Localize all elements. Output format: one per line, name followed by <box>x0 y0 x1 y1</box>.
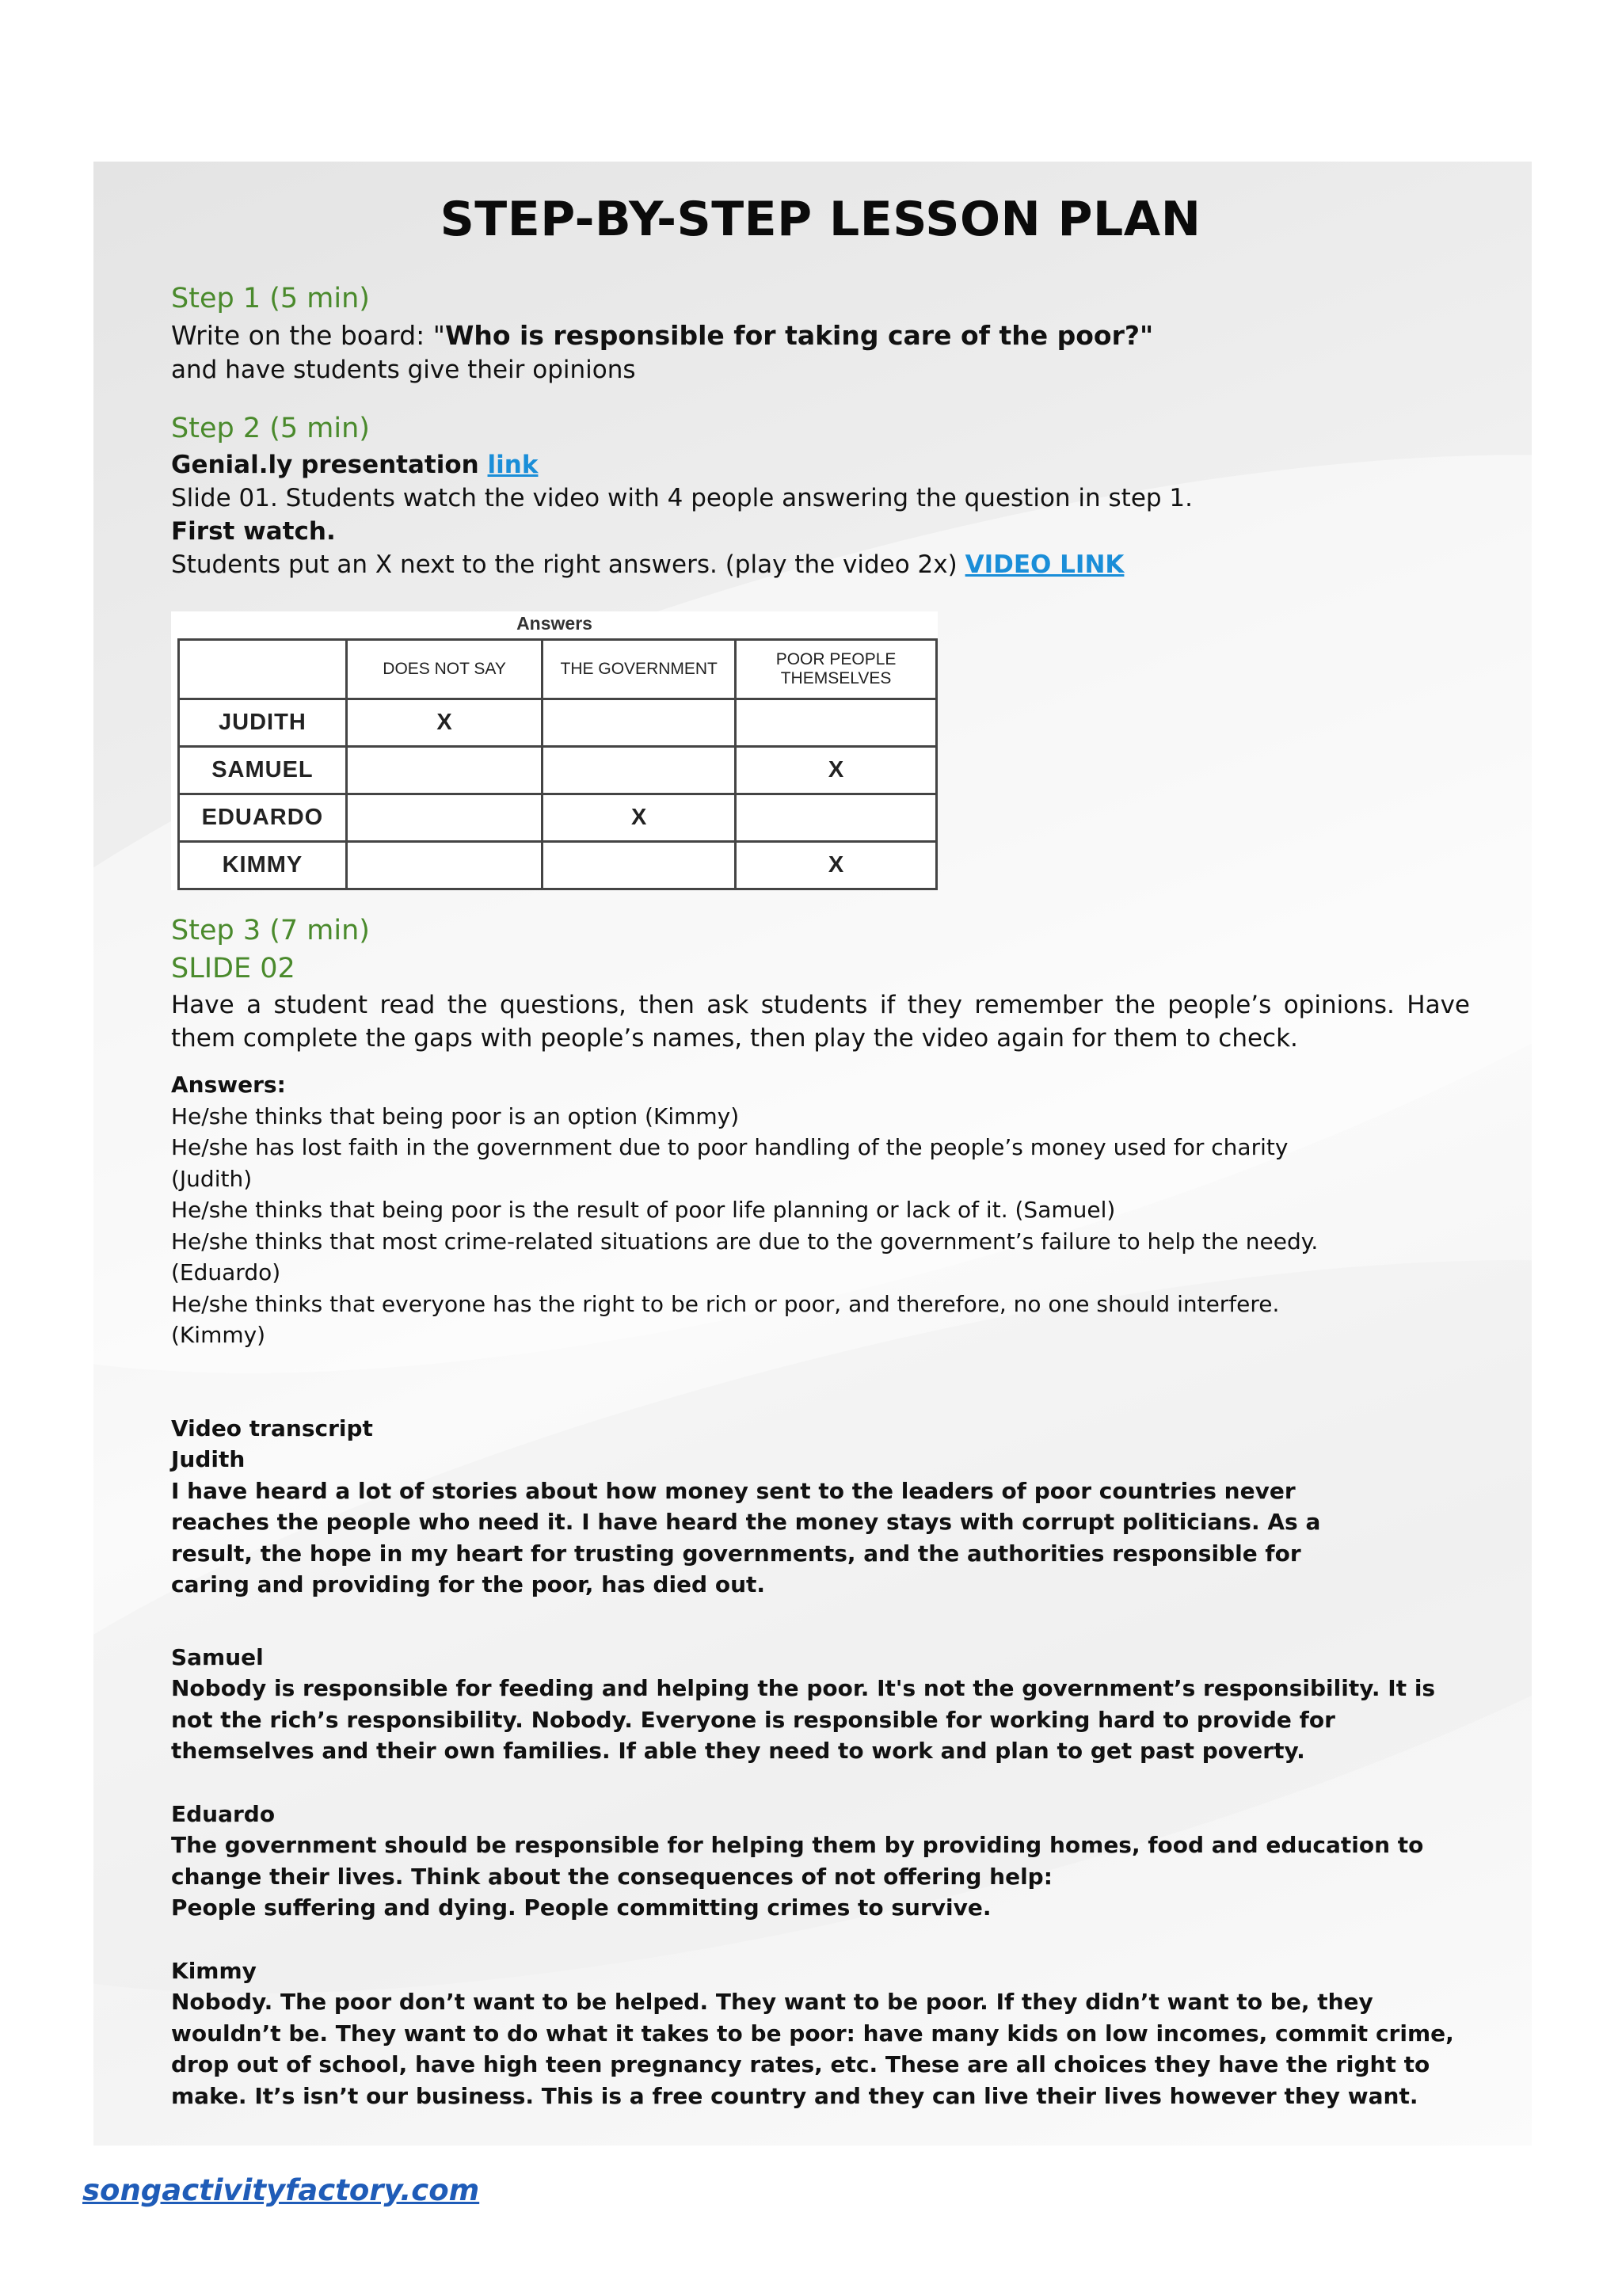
answer-cell: X <box>346 699 543 747</box>
answer-cell <box>543 842 736 889</box>
list-item: He/she thinks that everyone has the right to be rich or poor, and therefore, no one should interfere. (Kimmy) <box>171 1290 1280 1348</box>
site-link[interactable]: songactivityfactory.com <box>82 2173 480 2207</box>
table-row <box>179 747 937 794</box>
answer-cell <box>346 842 543 889</box>
table-row <box>179 794 937 842</box>
answer-cell: X <box>736 747 937 794</box>
speaker-text: Nobody is responsible for feeding and helping the poor. It's not the government’s responsibility. It is not the rich’s responsibility. Nobody. Everyone is responsible for working hard to provide for themselves and their own families. If able they need to work and plan to get past poverty. <box>171 1675 1436 1764</box>
step-2-section <box>171 409 1470 890</box>
answer-cell <box>736 794 937 842</box>
answers-col-header: DOES NOT SAY <box>346 640 543 699</box>
answer-cell <box>736 699 937 747</box>
list-item: He/she thinks that being poor is the result of poor life planning or lack of it. (Samuel) <box>171 1197 1116 1223</box>
transcript-eduardo <box>171 1799 1470 1924</box>
answers-header-row <box>179 640 937 699</box>
step-2-instruction-line <box>171 548 1470 581</box>
video-transcript-section <box>171 1413 1470 2112</box>
row-name: EDUARDO <box>179 794 347 842</box>
row-name: KIMMY <box>179 842 347 889</box>
video-link[interactable]: VIDEO LINK <box>965 550 1125 579</box>
answer-cell <box>543 699 736 747</box>
spacer <box>171 1767 1470 1799</box>
answer-cell <box>543 747 736 794</box>
list-item: He/she has lost faith in the government due to poor handling of the people’s money used for charity (Judith) <box>171 1134 1289 1192</box>
row-name: SAMUEL <box>179 747 347 794</box>
step-3-answers <box>171 1069 1470 1351</box>
slide-02-heading: SLIDE 02 <box>171 953 295 984</box>
slide-01-line: Slide 01. Students watch the video with 4 people answering the question in step 1. <box>171 484 1194 512</box>
speaker-text: The government should be responsible for helping them by providing homes, food and education to change their lives. Think about the consequences of not offering help: <box>171 1832 1424 1890</box>
speaker-name: Judith <box>171 1446 246 1472</box>
table-row <box>179 699 937 747</box>
answer-cell <box>346 794 543 842</box>
answer-cell: X <box>543 794 736 842</box>
first-watch-label: First watch. <box>171 517 336 546</box>
row-name: JUDITH <box>179 699 347 747</box>
step-1-board-prefix: Write on the board: " <box>171 320 445 351</box>
step-1-instruction: and have students give their opinions <box>171 356 636 384</box>
lesson-content <box>171 185 1470 2111</box>
step-1-heading: Step 1 (5 min) <box>171 283 370 314</box>
speaker-text: Nobody. The poor don’t want to be helped. They want to be poor. If they didn’t want to be, they wouldn’t be. They want to do what it takes to be poor: have many kids on low incomes, commit crime, drop out of school, have high teen pregnancy rates, etc. These are all choices they have the right to make. It’s isn’t our business. This is a free country and they can live their lives however they want. <box>171 1989 1454 2109</box>
answer-cell: X <box>736 842 937 889</box>
step-3-instruction: Have a student read the questions, then ask students if they remember the people’s opinions. Have them complete the gaps with people’s names, then play the video again for them to check. <box>171 991 1470 1053</box>
speaker-text-continued: People suffering and dying. People committing crimes to survive. <box>171 1894 992 1921</box>
answers-label: Answers: <box>171 1072 286 1098</box>
speaker-name: Eduardo <box>171 1800 276 1827</box>
speaker-text: I have heard a lot of stories about how money sent to the leaders of poor countries never reaches the people who need it. I have heard the money stays with corrupt politicians. As a result, the hope in my heart for trusting governments, and the authorities responsible for caring and providing for the poor, has died out. <box>171 1477 1321 1597</box>
list-item: He/she thinks that most crime-related situations are due to the government’s failure to help the needy. (Eduardo) <box>171 1228 1319 1285</box>
transcript-judith <box>171 1444 1470 1601</box>
genially-line <box>171 448 1470 482</box>
answers-header-empty <box>179 640 347 699</box>
page-title: STEP-BY-STEP LESSON PLAN <box>440 192 1201 247</box>
step-3-heading: Step 3 (7 min) <box>171 915 370 946</box>
table-row <box>179 842 937 889</box>
lesson-plan-panel <box>93 162 1532 2146</box>
step-2-instruction: Students put an X next to the right answers. (play the video 2x) <box>171 550 965 579</box>
step-1-board-line <box>171 318 1470 353</box>
answers-col-header: POOR PEOPLE THEMSELVES <box>736 640 937 699</box>
answers-table-image <box>171 611 938 890</box>
spacer <box>171 1601 1470 1642</box>
spacer <box>171 1924 1470 1955</box>
transcript-kimmy <box>171 1955 1470 2112</box>
transcript-samuel <box>171 1642 1470 1767</box>
genially-link[interactable]: link <box>487 451 539 479</box>
speaker-name: Kimmy <box>171 1957 257 1984</box>
answer-cell <box>346 747 543 794</box>
answers-table <box>177 638 938 890</box>
transcript-label: Video transcript <box>171 1415 373 1441</box>
step-1-board-question: Who is responsible for taking care of the poor?" <box>444 320 1154 351</box>
genially-label: Genial.ly presentation <box>171 451 488 479</box>
answers-col-header: THE GOVERNMENT <box>543 640 736 699</box>
step-1-section <box>171 279 1470 386</box>
step-3-section <box>171 911 1470 1351</box>
step-2-heading: Step 2 (5 min) <box>171 413 370 444</box>
answers-table-caption: Answers <box>516 613 592 634</box>
list-item: He/she thinks that being poor is an option (Kimmy) <box>171 1102 740 1129</box>
speaker-name: Samuel <box>171 1643 264 1670</box>
